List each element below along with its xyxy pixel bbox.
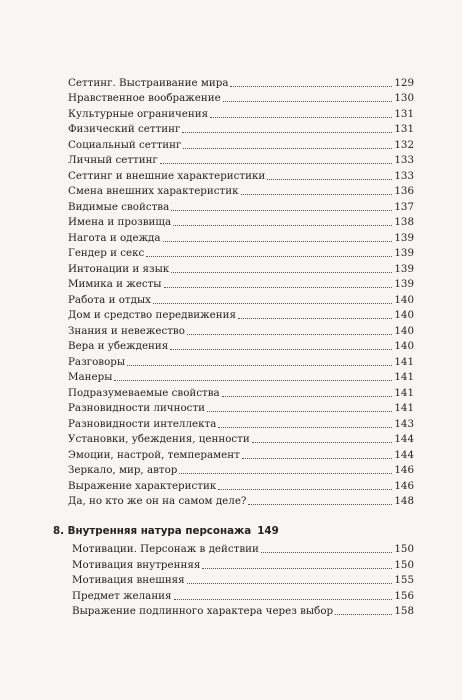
toc-entry <box>68 214 414 230</box>
chapter-title: 8. Внутренняя натура персонажа <box>53 524 252 537</box>
toc-entry-title: Мимика и жесты <box>68 278 162 290</box>
toc-entry-title: Мотивации. Персонаж в действии <box>72 543 259 555</box>
toc-entry-title: Манеры <box>68 371 113 383</box>
toc-entry-title: Разновидности личности <box>68 402 206 414</box>
toc-entry <box>72 541 414 557</box>
toc-entry-page-number: 139 <box>394 247 414 259</box>
dot-leader <box>171 271 392 273</box>
dot-leader <box>252 441 392 443</box>
toc-entry-title: Гендер и секс <box>68 247 145 259</box>
toc-entry <box>68 384 414 400</box>
toc-entry-page-number: 140 <box>394 324 414 337</box>
toc-entry-page-number: 150 <box>394 543 414 555</box>
toc-entry-title: Сеттинг и внешние характеристики <box>68 169 266 182</box>
toc-entry <box>68 90 414 106</box>
toc-entry-page-number: 148 <box>394 495 414 507</box>
toc-entry-title: Да, но кто же он на самом деле? <box>68 495 247 507</box>
dot-leader <box>241 193 392 195</box>
dot-leader <box>210 116 392 118</box>
toc-entry-title: Видимые свойства <box>68 200 170 213</box>
toc-entry-title: Мотивация внешняя <box>72 574 185 586</box>
toc-entry <box>68 307 414 323</box>
toc-entry <box>68 167 414 183</box>
toc-entry-page-number: 140 <box>394 293 414 306</box>
toc-entry-page-number: 146 <box>394 464 414 476</box>
toc-entry-title: Разновидности интеллекта <box>68 417 217 430</box>
toc-entry-page-number: 139 <box>394 231 414 244</box>
dot-leader <box>153 302 392 304</box>
dot-leader <box>164 286 393 288</box>
dot-leader <box>248 503 392 505</box>
toc-entry <box>68 105 414 121</box>
toc-entry <box>68 322 414 338</box>
toc-entry-title: Интонации и язык <box>68 262 170 275</box>
toc-entry-page-number: 140 <box>394 340 414 352</box>
toc-entry <box>68 183 414 199</box>
toc-entry-title: Выражение подлинного характера через выбор <box>72 605 334 617</box>
toc-entry <box>68 121 414 137</box>
toc-entry-page-number: 131 <box>394 107 414 120</box>
toc-entry <box>68 477 414 493</box>
toc-entry-title: Культурные ограничения <box>68 107 209 120</box>
toc-entry <box>68 415 414 431</box>
toc-entry-title: Мотивация внутренняя <box>72 558 201 571</box>
dot-leader <box>218 426 392 428</box>
toc-entry-page-number: 131 <box>394 123 414 135</box>
toc-entry-title: Зеркало, мир, автор <box>68 464 178 476</box>
toc-entry <box>72 587 414 603</box>
dot-leader <box>170 348 392 350</box>
chapter-heading <box>53 522 414 538</box>
dot-leader <box>187 333 392 335</box>
toc-entry-title: Вера и убеждения <box>68 340 169 352</box>
toc-entry-title: Нравственное воображение <box>68 92 221 104</box>
toc-entry-page-number: 156 <box>394 589 414 602</box>
dot-leader <box>146 255 392 257</box>
dot-leader <box>171 209 392 211</box>
dot-leader <box>335 613 392 615</box>
section-list <box>68 74 414 508</box>
dot-leader <box>183 147 392 149</box>
toc-entry-title: Личный сеттинг <box>68 154 158 166</box>
toc-entry <box>68 400 414 416</box>
toc-entry <box>68 136 414 152</box>
toc-entry-page-number: 141 <box>394 402 414 414</box>
toc-entry-page-number: 139 <box>394 278 414 290</box>
toc-entry-title: Установки, убеждения, ценности <box>68 433 250 445</box>
dot-leader <box>179 472 392 474</box>
toc-entry <box>68 493 414 509</box>
dot-leader <box>160 162 392 164</box>
dot-leader <box>114 379 392 381</box>
dot-leader <box>207 410 392 412</box>
toc-entry-title: Социальный сеттинг <box>68 138 182 151</box>
toc-entry-page-number: 137 <box>394 200 414 213</box>
toc-entry-page-number: 158 <box>394 605 414 617</box>
toc-entry-page-number: 144 <box>394 448 414 461</box>
toc-entry <box>68 353 414 369</box>
dot-leader <box>261 551 392 553</box>
dot-leader <box>230 85 392 87</box>
dot-leader <box>187 582 392 584</box>
toc-entry-title: Разговоры <box>68 355 126 368</box>
table-of-contents <box>53 74 414 618</box>
toc-entry <box>72 556 414 572</box>
toc-entry-title: Нагота и одежда <box>68 231 161 244</box>
toc-entry <box>72 572 414 588</box>
toc-entry-page-number: 132 <box>394 138 414 151</box>
toc-entry-page-number: 138 <box>394 216 414 228</box>
toc-entry-page-number: 146 <box>394 479 414 492</box>
dot-leader <box>163 240 392 242</box>
chapter-page-number: 149 <box>257 524 279 537</box>
toc-entry-title: Смена внешних характеристик <box>68 185 239 197</box>
toc-entry <box>72 603 414 619</box>
toc-entry <box>68 338 414 354</box>
toc-entry-title: Предмет желания <box>72 589 172 602</box>
chapter-list <box>68 541 414 619</box>
toc-entry <box>68 229 414 245</box>
toc-entry <box>68 152 414 168</box>
toc-entry-page-number: 155 <box>394 574 414 586</box>
toc-entry-title: Знания и невежество <box>68 324 185 337</box>
toc-entry-title: Дом и средство передвижения <box>68 309 236 321</box>
dot-leader <box>267 178 392 180</box>
dot-leader <box>242 457 392 459</box>
toc-entry-page-number: 143 <box>394 417 414 430</box>
toc-entry-title: Подразумеваемые свойства <box>68 386 220 399</box>
dot-leader <box>182 131 392 133</box>
toc-entry-page-number: 136 <box>394 185 414 197</box>
toc-entry-page-number: 141 <box>394 386 414 399</box>
dot-leader <box>127 364 392 366</box>
toc-entry-title: Выражение характеристик <box>68 479 217 492</box>
dot-leader <box>174 598 392 600</box>
toc-entry <box>68 260 414 276</box>
toc-entry-page-number: 141 <box>394 371 414 383</box>
toc-entry-page-number: 139 <box>394 262 414 275</box>
toc-entry-page-number: 133 <box>394 169 414 182</box>
toc-entry-page-number: 133 <box>394 154 414 166</box>
toc-entry <box>68 74 414 90</box>
dot-leader <box>173 224 392 226</box>
toc-entry <box>68 245 414 261</box>
toc-entry-page-number: 150 <box>394 558 414 571</box>
dot-leader <box>238 317 392 319</box>
dot-leader <box>223 100 392 102</box>
toc-entry-page-number: 144 <box>394 433 414 445</box>
toc-entry <box>68 369 414 385</box>
toc-entry-page-number: 130 <box>394 92 414 104</box>
toc-entry-page-number: 129 <box>394 76 414 89</box>
toc-entry-title: Эмоции, настрой, темперамент <box>68 448 240 461</box>
dot-leader <box>222 395 392 397</box>
toc-entry-page-number: 140 <box>394 309 414 321</box>
toc-entry <box>68 431 414 447</box>
toc-entry <box>68 462 414 478</box>
toc-entry <box>68 276 414 292</box>
toc-entry-title: Имена и прозвища <box>68 216 172 228</box>
dot-leader <box>218 488 392 490</box>
toc-entry <box>68 198 414 214</box>
toc-entry-title: Работа и отдых <box>68 293 151 306</box>
toc-entry-page-number: 141 <box>394 355 414 368</box>
dot-leader <box>202 567 392 569</box>
toc-entry-title: Физический сеттинг <box>68 123 181 135</box>
toc-entry-title: Сеттинг. Выстраивание мира <box>68 76 229 89</box>
toc-entry <box>68 446 414 462</box>
toc-entry <box>68 291 414 307</box>
